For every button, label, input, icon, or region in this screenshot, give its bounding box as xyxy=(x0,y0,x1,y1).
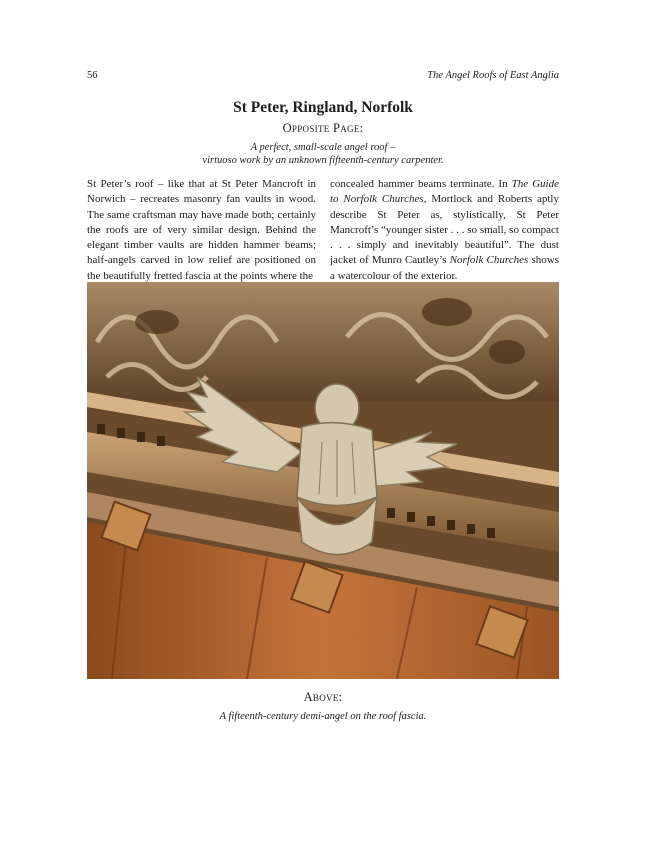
above-caption-text: A fifteenth-century demi-angel on the roof fascia. xyxy=(219,711,427,722)
running-head xyxy=(87,70,559,81)
book-reference-guide: The Guide to Norfolk Churches xyxy=(330,178,559,206)
opposite-caption-line2: virtuoso work by an unknown fifteenth-century carpenter. xyxy=(202,155,444,166)
body-text xyxy=(87,177,559,284)
roof-photo xyxy=(87,282,559,679)
body-column-left: St Peter’s roof – like that at St Peter Mancroft in Norwich – recreates masonry fan vaults in wood. The same craftsman may have made both; certainly the roofs are of very similar design. Behind the elegant timber vaults are hidden hammer beams; half-angels carved in low relief are positioned on the beautifully fretted fascia at the points where the xyxy=(87,178,316,282)
body-text-segment: , Mortlock and Roberts aptly describe St Peter as, stylistically, St Peter Mancroft’s “younger sister . . . so small, so compact . . . simply and inevitably beautiful”. The dust jacket of Munro Cautley’s xyxy=(330,193,559,267)
page-number: 56 xyxy=(87,70,98,81)
body-text-segment: concealed hammer beams terminate. In xyxy=(330,178,512,190)
body-text-segment: shows a watercolour of the exterior. xyxy=(330,254,560,282)
opposite-caption-label: Opposite Page: xyxy=(282,121,364,135)
above-caption-label: Above: xyxy=(303,690,343,704)
opposite-caption-text xyxy=(87,141,559,167)
opposite-caption-line1: A perfect, small-scale angel roof – xyxy=(250,142,396,153)
book-reference-norfolk-churches: Norfolk Churches xyxy=(449,254,529,267)
book-title: The Angel Roofs of East Anglia xyxy=(427,70,559,81)
demi-angel-illustration xyxy=(87,282,559,679)
page-title: St Peter, Ringland, Norfolk xyxy=(233,99,413,116)
body-column-right xyxy=(330,177,559,284)
